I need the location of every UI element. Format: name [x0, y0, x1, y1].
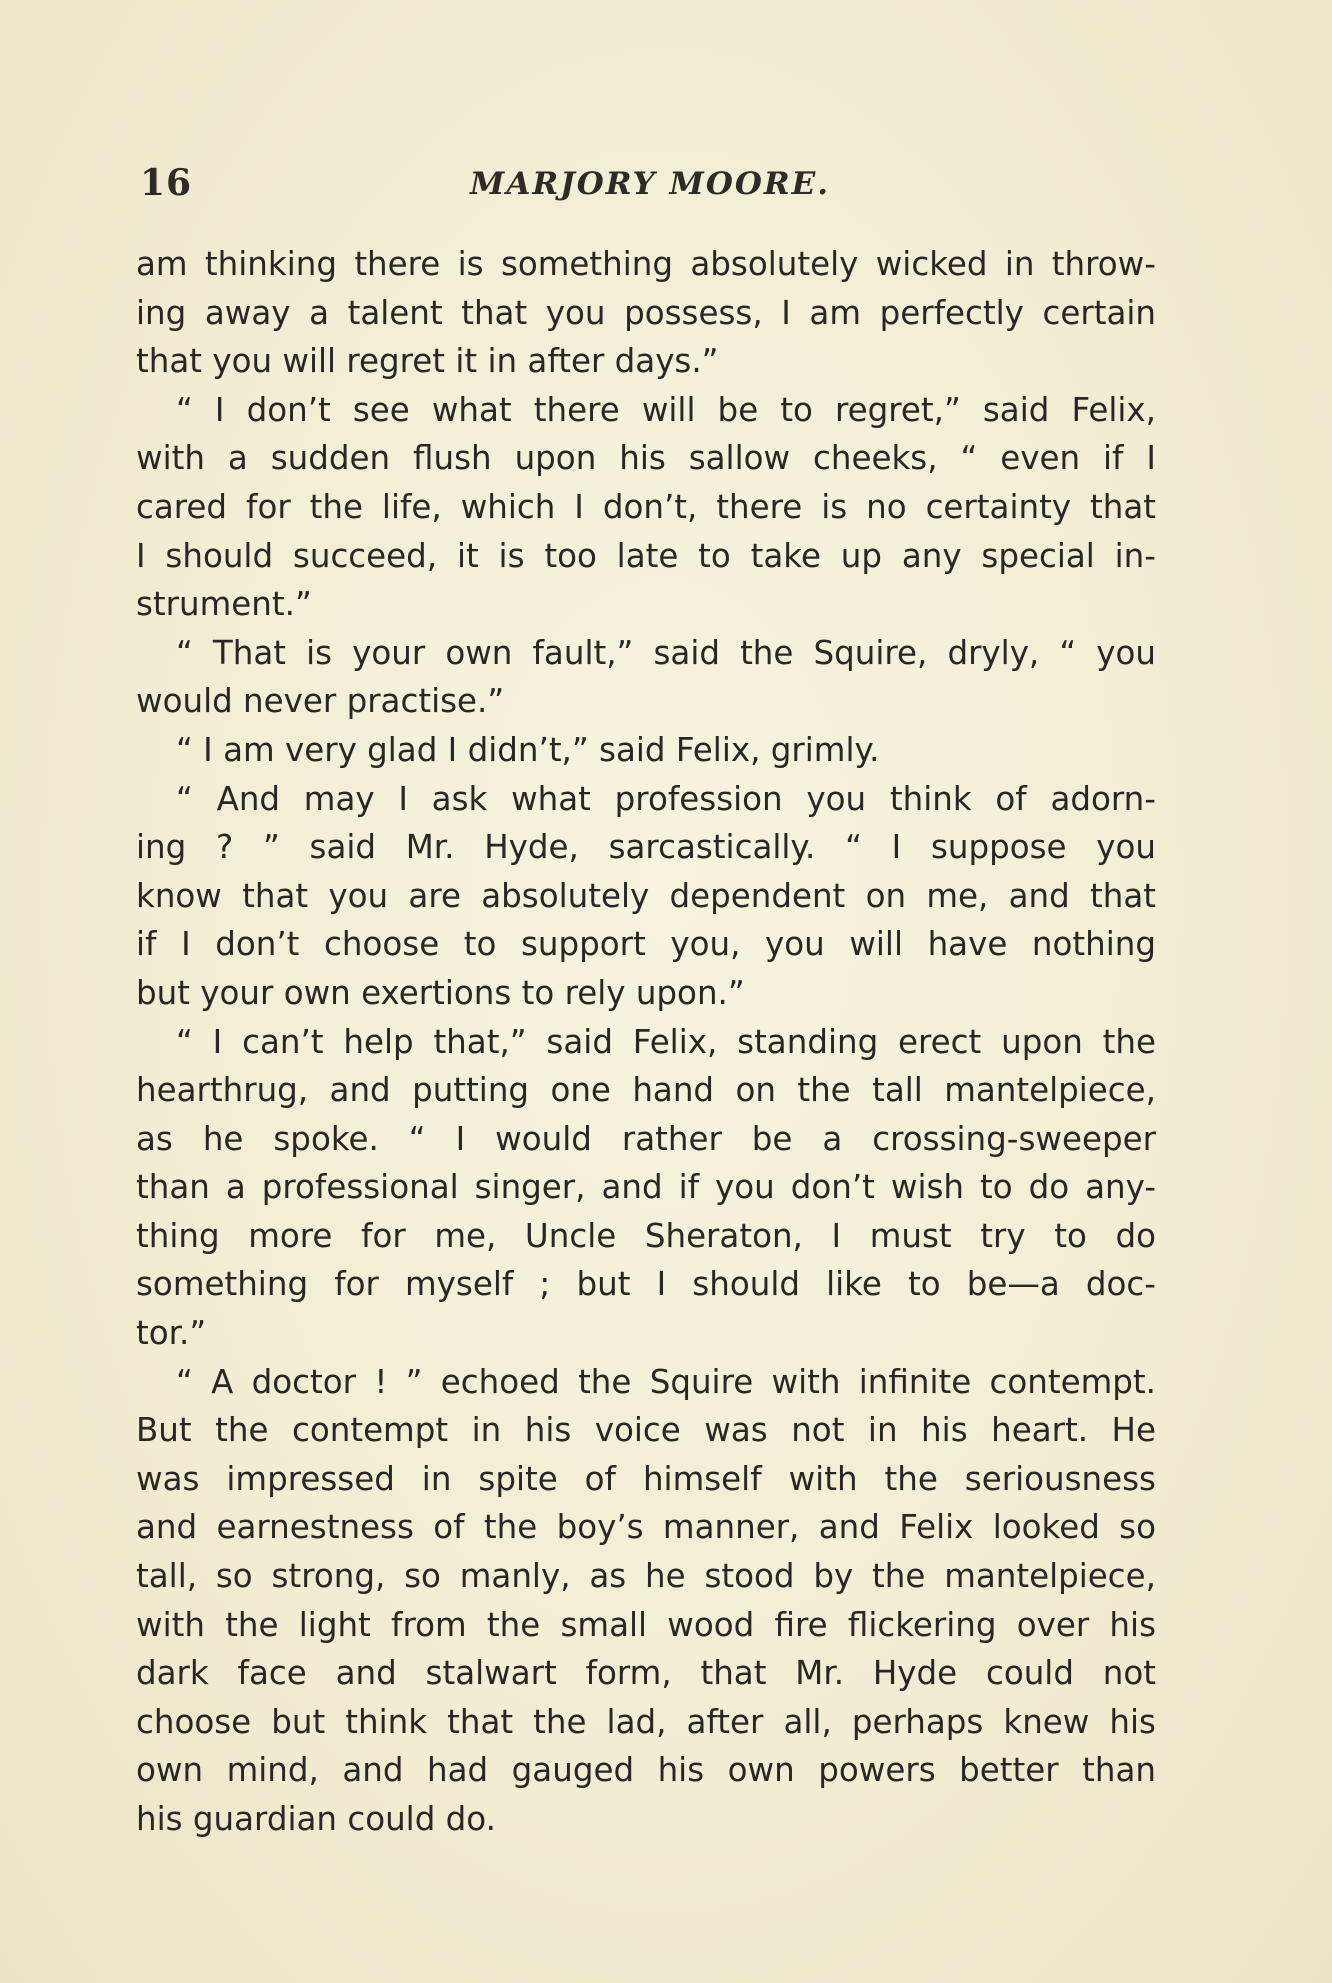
text-line: strument.” [136, 585, 312, 624]
page-header [140, 160, 1150, 210]
text-line: “ I can’t help that,” said Felix, standing erect upon the [176, 1022, 1156, 1061]
text-line: choose but think that the lad, after all, perhaps knew his [136, 1702, 1156, 1741]
text-line: know that you are absolutely dependent on me, and that [136, 876, 1156, 915]
text-line: was impressed in spite of himself with the seriousness [136, 1459, 1156, 1498]
text-line: that you will regret it in after days.” [136, 342, 719, 381]
text-line: “ That is your own fault,” said the Squire, dryly, “ you [176, 633, 1156, 672]
text-line: “ And may I ask what profession you think of adorn- [176, 779, 1156, 818]
text-line: “ I am very glad I didn’t,” said Felix, grimly. [176, 730, 880, 769]
text-line: if I don’t choose to support you, you will have nothing [136, 925, 1156, 964]
page-number: 16 [140, 162, 193, 204]
text-line: “ A doctor ! ” echoed the Squire with infinite contempt. [176, 1362, 1156, 1401]
text-line: I should succeed, it is too late to take up any special in- [136, 536, 1156, 575]
text-line: but your own exertions to rely upon.” [136, 973, 745, 1012]
text-line: thing more for me, Uncle Sheraton, I must try to do [136, 1216, 1156, 1255]
text-line: his guardian could do. [136, 1800, 496, 1838]
text-line: dark face and stalwart form, that Mr. Hyde could not [136, 1654, 1156, 1693]
text-line: would never practise.” [136, 682, 505, 721]
text-line: cared for the life, which I don’t, there is no certainty that [136, 487, 1156, 526]
text-line: “ I don’t see what there will be to regret,” said Felix, [176, 390, 1156, 429]
text-line: than a professional singer, and if you don’t wish to do any- [136, 1168, 1156, 1207]
text-line: as he spoke. “ I would rather be a crossing-sweeper [136, 1119, 1156, 1158]
text-line: But the contempt in his voice was not in his heart. He [136, 1411, 1156, 1450]
text-line: hearthrug, and putting one hand on the tall mantelpiece, [136, 1071, 1156, 1110]
text-line: and earnestness of the boy’s manner, and Felix looked so [136, 1508, 1156, 1547]
text-line: with the light from the small wood fire flickering over his [136, 1605, 1156, 1644]
text-line: tall, so strong, so manly, as he stood by the mantelpiece, [136, 1557, 1156, 1596]
text-line: ing ? ” said Mr. Hyde, sarcastically. “ I suppose you [136, 828, 1156, 867]
text-line: own mind, and had gauged his own powers better than [136, 1751, 1156, 1790]
body-text [136, 240, 1156, 1844]
text-line: am thinking there is something absolutely wicked in throw- [136, 245, 1156, 283]
text-line: tor.” [136, 1314, 207, 1353]
text-line: something for myself ; but I should like to be—a doc- [136, 1265, 1156, 1304]
text-line: with a sudden flush upon his sallow cheeks, “ even if I [136, 439, 1156, 478]
running-title: MARJORY MOORE. [470, 166, 831, 202]
text-line: ing away a talent that you possess, I am perfectly certain [136, 293, 1156, 332]
